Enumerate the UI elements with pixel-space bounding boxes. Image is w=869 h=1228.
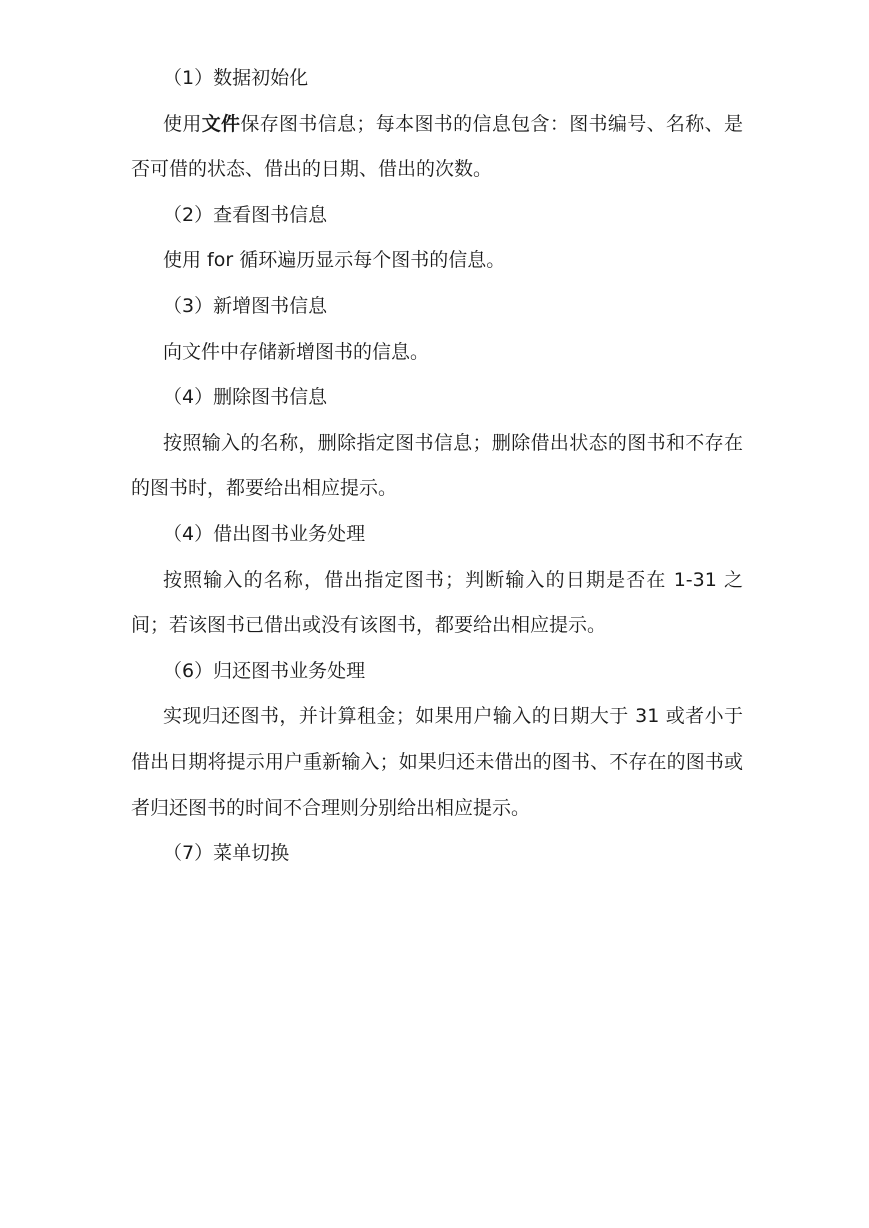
body-bold-file: 文件	[201, 112, 241, 135]
section-body-return-book: 实现归还图书，并计算租金；如果用户输入的日期大于 31 或者小于借出日期将提示用户重新输入；如果归还未借出的图书、不存在的图书或者归还图书的时间不合理则分别给出相应提示。	[131, 705, 743, 819]
section-body-add-book: 向文件中存储新增图书的信息。	[163, 340, 430, 363]
section-heading-data-init: （1）数据初始化	[163, 67, 309, 89]
section-heading-menu-switch: （7）菜单切换	[163, 842, 290, 865]
section-heading-view-books: （2）查看图书信息	[163, 203, 328, 226]
section-heading-return-book: （6）归还图书业务处理	[163, 659, 366, 682]
section-body-data-init	[131, 102, 743, 193]
section-heading-lend-book: （4）借出图书业务处理	[163, 522, 366, 545]
section-heading-delete-book: （4）删除图书信息	[163, 386, 328, 409]
body-prefix: 使用	[163, 112, 202, 135]
section-body-lend-book: 按照输入的名称，借出指定图书；判断输入的日期是否在 1-31 之间；若该图书已借出或没有该图书，都要给出相应提示。	[131, 568, 743, 637]
section-body-delete-book: 按照输入的名称，删除指定图书信息；删除借出状态的图书和不存在的图书时，都要给出相应提示。	[131, 431, 743, 500]
body-suffix: 保存图书信息；每本图书的信息包含：图书编号、名称、是否可借的状态、借出的日期、借出的次数。	[131, 112, 743, 181]
document-content	[131, 56, 743, 877]
section-body-view-books: 使用 for 循环遍历显示每个图书的信息。	[163, 249, 506, 272]
section-heading-add-book: （3）新增图书信息	[163, 294, 328, 317]
